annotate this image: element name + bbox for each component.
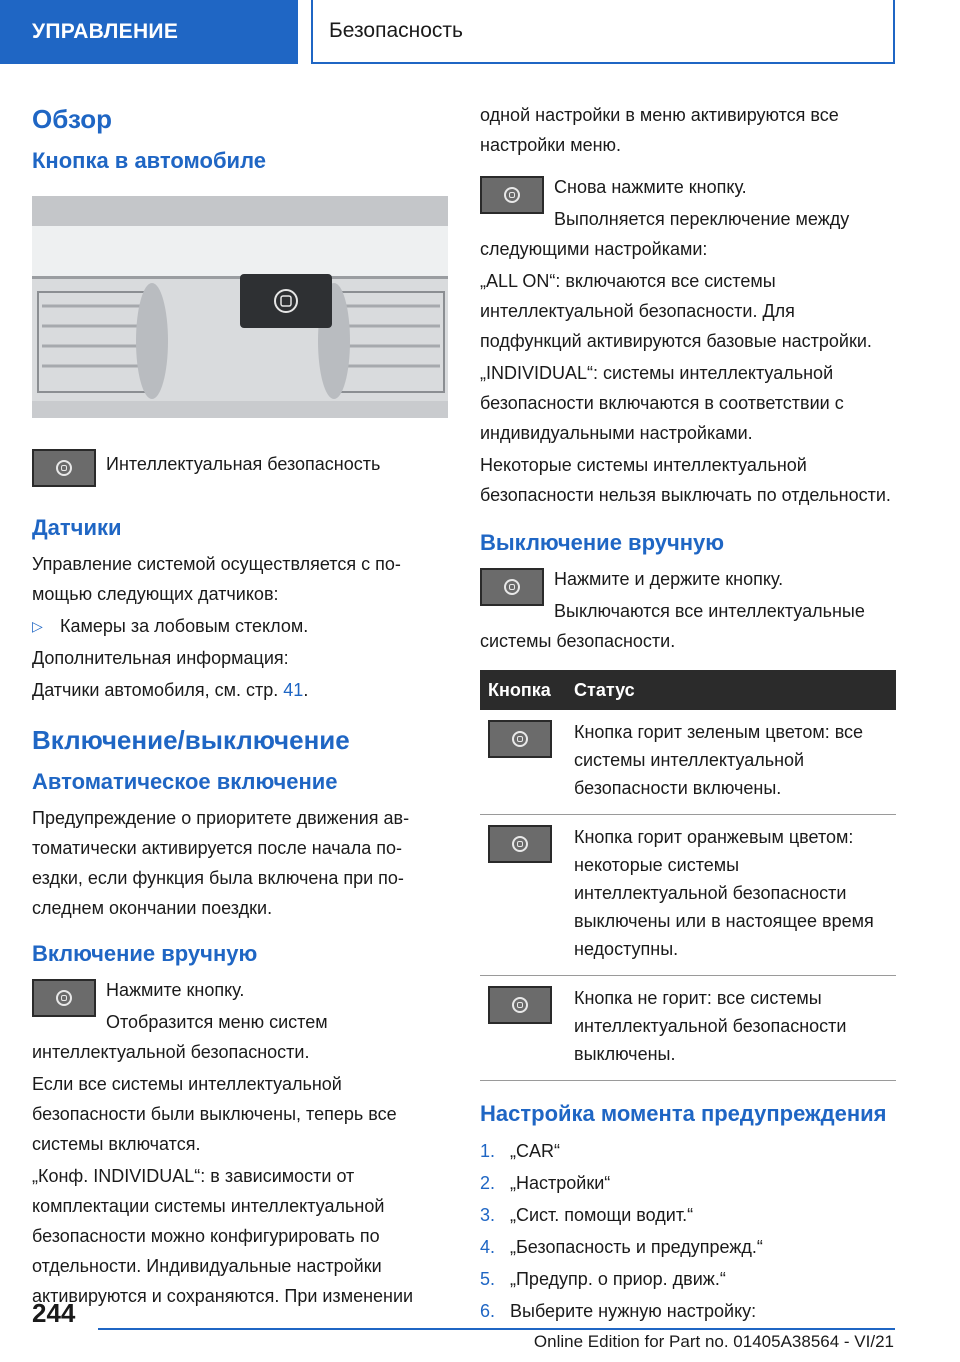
switch-text: Выполняется переключение между следующими настройками: bbox=[480, 209, 850, 259]
press-again-button-icon bbox=[480, 176, 544, 214]
sensors-ref-prefix: Датчики автомобиля, см. стр. bbox=[32, 680, 279, 700]
list-item: 5. „Предупр. о приор. движ.“ bbox=[480, 1269, 726, 1289]
all-on-text: „ALL ON“: включаются все системы интеллектуальной безопасности. Для подфункций активируются базовые настройки. bbox=[480, 271, 872, 351]
auto-on-title: Автоматическое включение bbox=[32, 769, 338, 794]
on-off-title: Включение/выключение bbox=[32, 725, 350, 755]
manual-on-p2: Если все системы интеллектуальной безопасности были выключены, теперь все системы включатся. bbox=[32, 1074, 397, 1154]
status-cell: Кнопка горит зеленым цветом: все системы интеллектуальной безопасности включены. bbox=[566, 710, 896, 815]
button-orange-icon bbox=[488, 825, 552, 863]
header-section: УПРАВЛЕНИЕ bbox=[0, 0, 298, 64]
footer-edition: Online Edition for Part no. 01405A38564 - VI/21 bbox=[533, 1332, 894, 1351]
page-number: 244 bbox=[32, 1298, 76, 1328]
sensors-ref-page-link[interactable]: 41 bbox=[283, 680, 304, 700]
sensors-text: Управление системой осуществляется с по-мощью следующих датчиков: bbox=[32, 554, 401, 604]
some-cannot-text: Некоторые системы интеллектуальной безопасности нельзя выключать по отдельности. bbox=[480, 455, 891, 505]
button-in-car-title: Кнопка в автомобиле bbox=[32, 148, 266, 173]
left-column bbox=[32, 96, 448, 1313]
button-green-icon bbox=[488, 720, 552, 758]
table-row bbox=[480, 710, 896, 815]
more-info: Дополнительная информация: bbox=[32, 648, 289, 668]
sensors-ref-suffix: . bbox=[303, 680, 309, 700]
manual-off-step2: Выключаются все интеллектуальные системы безопасности. bbox=[480, 601, 865, 651]
press-again: Снова нажмите кнопку. bbox=[554, 177, 747, 197]
button-off-icon bbox=[488, 986, 552, 1024]
manual-on-title: Включение вручную bbox=[32, 941, 258, 966]
sensors-title: Датчики bbox=[32, 515, 122, 540]
sensors-bullet bbox=[32, 611, 448, 641]
right-column bbox=[480, 96, 896, 1327]
list-item: 2. „Настройки“ bbox=[480, 1173, 611, 1193]
bullet-triangle-icon: ▷ bbox=[32, 618, 43, 634]
sensors-ref bbox=[32, 675, 448, 705]
settings-steps bbox=[480, 1135, 896, 1327]
table-header-status: Статус bbox=[566, 670, 896, 710]
continued-text: одной настройки в меню активируются все настройки меню. bbox=[480, 105, 839, 155]
car-button-photo bbox=[32, 196, 448, 418]
individual-text: „INDIVIDUAL“: системы интеллектуальной безопасности включаются в соответствии с индивидуальными настройками. bbox=[480, 363, 844, 443]
header-topic: Безопасность bbox=[311, 0, 895, 64]
list-item: 6. Выберите нужную настройку: bbox=[480, 1301, 757, 1321]
button-caption: Интеллектуальная безопасность bbox=[106, 454, 381, 474]
warning-time-title: Настройка момента предупреждения bbox=[480, 1101, 887, 1126]
status-cell: Кнопка не горит: все системы интеллектуальной безопасности выключены. bbox=[566, 976, 896, 1081]
list-item: 4. „Безопасность и предупрежд.“ bbox=[480, 1237, 763, 1257]
manual-on-button-icon bbox=[32, 979, 96, 1017]
list-item: 3. „Сист. помощи водит.“ bbox=[480, 1205, 694, 1225]
table-row bbox=[480, 815, 896, 976]
sensors-bullet-text: Камеры за лобовым стеклом. bbox=[60, 616, 309, 636]
manual-off-button-icon bbox=[480, 568, 544, 606]
status-cell: Кнопка горит оранжевым цветом: некоторые системы интеллектуальной безопасности выключены или в настоящее время недоступны. bbox=[566, 815, 896, 976]
auto-on-text: Предупреждение о приоритете движения ав-томатически активируется после начала по-ездки, если функция была включена при по-следнем окончании поездки. bbox=[32, 808, 410, 918]
intelligent-safety-button-icon bbox=[32, 449, 96, 487]
overview-title: Обзор bbox=[32, 104, 112, 134]
manual-off-step1: Нажмите и держите кнопку. bbox=[554, 569, 784, 589]
manual-on-p3: „Конф. INDIVIDUAL“: в зависимости от комплектации системы интеллектуальной безопасности можно конфигурировать по отдельности. Индивидуальные настройки активируются и сохраняются. При изменении bbox=[32, 1166, 414, 1306]
table-header-button: Кнопка bbox=[480, 670, 566, 710]
footer-divider bbox=[98, 1328, 895, 1330]
manual-on-step1: Нажмите кнопку. bbox=[106, 980, 245, 1000]
list-item: 1. „CAR“ bbox=[480, 1141, 560, 1161]
status-table bbox=[480, 670, 896, 1081]
table-row bbox=[480, 976, 896, 1081]
manual-off-title: Выключение вручную bbox=[480, 530, 725, 555]
manual-on-step2: Отобразится меню систем интеллектуальной безопасности. bbox=[32, 1012, 328, 1062]
